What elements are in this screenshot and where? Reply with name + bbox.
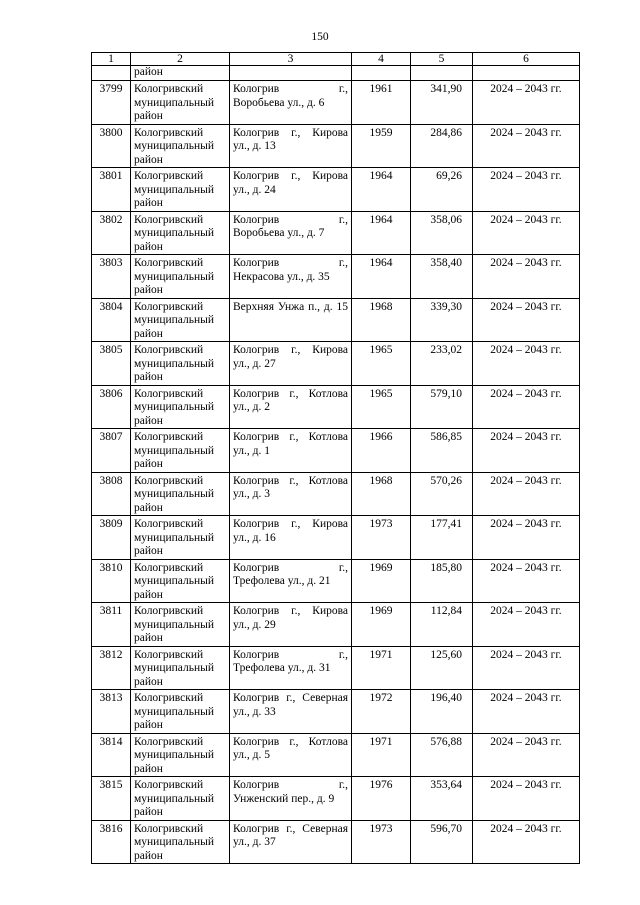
- cell-year: 1966: [352, 429, 411, 473]
- cell-year: 1965: [352, 385, 411, 429]
- cell-address: [230, 168, 352, 212]
- address-line-2: ул., д. 27: [233, 357, 276, 370]
- cell-area: 358,40: [411, 255, 473, 299]
- cell-address: [230, 603, 352, 647]
- header-col-6: 6: [473, 53, 580, 66]
- cell-number: 3807: [92, 429, 131, 473]
- cell-area: 69,26: [411, 168, 473, 212]
- table-row: [92, 298, 580, 342]
- cell-period: 2024 – 2043 гг.: [473, 255, 580, 299]
- cell-district: Кологривский муниципальный район: [131, 733, 230, 777]
- cell-number: [92, 66, 131, 81]
- address-line-2: ул., д. 24: [233, 183, 276, 196]
- cell-period: [473, 66, 580, 81]
- cell-period: 2024 – 2043 гг.: [473, 298, 580, 342]
- cell-address: [230, 472, 352, 516]
- cell-district: Кологривский муниципальный район: [131, 211, 230, 255]
- address-line-2: Унженский пер., д. 9: [233, 792, 335, 805]
- header-col-1: 1: [92, 53, 131, 66]
- cell-period: 2024 – 2043 гг.: [473, 559, 580, 603]
- cell-period: 2024 – 2043 гг.: [473, 429, 580, 473]
- table-row: [92, 81, 580, 125]
- cell-area: 579,10: [411, 385, 473, 429]
- cell-area: 177,41: [411, 516, 473, 560]
- cell-period: 2024 – 2043 гг.: [473, 820, 580, 864]
- cell-year: 1971: [352, 733, 411, 777]
- housing-table: [91, 52, 580, 864]
- cell-address: [230, 255, 352, 299]
- cell-year: 1968: [352, 298, 411, 342]
- cell-period: 2024 – 2043 гг.: [473, 385, 580, 429]
- address-line-1: Кологрив г., Кирова: [233, 170, 348, 182]
- cell-number: 3802: [92, 211, 131, 255]
- cell-address: [230, 646, 352, 690]
- cell-year: 1961: [352, 81, 411, 125]
- address-line-2: ул., д. 3: [233, 488, 270, 500]
- cell-address: [230, 516, 352, 560]
- table-row: [92, 255, 580, 299]
- address-line-1: Кологрив г., Кирова: [233, 126, 348, 139]
- cell-district: район: [131, 66, 230, 81]
- cell-area: 586,85: [411, 429, 473, 473]
- cell-address: [230, 66, 352, 81]
- address-line-2: ул., д. 2: [233, 401, 270, 413]
- address-line-1: Кологрив г.,: [233, 257, 348, 269]
- cell-address: [230, 820, 352, 864]
- address-line-2: ул., д. 13: [233, 140, 276, 152]
- cell-district: Кологривский муниципальный район: [131, 255, 230, 299]
- address-line-1: Кологрив г., Кирова: [233, 518, 348, 530]
- cell-year: 1973: [352, 516, 411, 560]
- cell-period: 2024 – 2043 гг.: [473, 342, 580, 386]
- address-line-1: Кологрив г., Кирова: [233, 344, 348, 356]
- table-row: [92, 516, 580, 560]
- cell-area: 353,64: [411, 777, 473, 821]
- table-row: [92, 820, 580, 864]
- address-line-1: Кологрив г., Северная: [233, 692, 348, 704]
- cell-number: 3814: [92, 733, 131, 777]
- address-line-1: Кологрив г.,: [233, 213, 348, 226]
- cell-area: 576,88: [411, 733, 473, 777]
- cell-area: 570,26: [411, 472, 473, 516]
- cell-number: 3801: [92, 168, 131, 212]
- address-line-2: Трефолева ул., д. 31: [233, 662, 331, 674]
- cell-period: 2024 – 2043 гг.: [473, 690, 580, 734]
- cell-address: [230, 211, 352, 255]
- cell-year: 1969: [352, 603, 411, 647]
- table-body: [92, 66, 580, 864]
- cell-district: Кологривский муниципальный район: [131, 472, 230, 516]
- address-line-2: ул., д. 29: [233, 618, 276, 631]
- table-row: [92, 472, 580, 516]
- table-row: [92, 342, 580, 386]
- cell-period: 2024 – 2043 гг.: [473, 603, 580, 647]
- cell-number: 3804: [92, 298, 131, 342]
- cell-address: [230, 81, 352, 125]
- address-line-1: Верхняя Унжа п., д. 15: [233, 300, 348, 313]
- cell-period: 2024 – 2043 гг.: [473, 516, 580, 560]
- cell-area: 341,90: [411, 81, 473, 125]
- address-line-1: Кологрив г., Котлова: [233, 735, 348, 748]
- table-row: [92, 733, 580, 777]
- cell-year: [352, 66, 411, 81]
- cell-number: 3812: [92, 646, 131, 690]
- address-line-1: Кологрив г.,: [233, 779, 348, 791]
- cell-number: 3809: [92, 516, 131, 560]
- address-line-1: Кологрив г.,: [233, 83, 348, 95]
- cell-number: 3816: [92, 820, 131, 864]
- cell-number: 3811: [92, 603, 131, 647]
- cell-year: 1969: [352, 559, 411, 603]
- cell-year: 1964: [352, 168, 411, 212]
- cell-district: Кологривский муниципальный район: [131, 820, 230, 864]
- table-row: [92, 124, 580, 168]
- cell-area: 596,70: [411, 820, 473, 864]
- cell-address: [230, 124, 352, 168]
- address-line-1: Кологрив г.,: [233, 561, 348, 574]
- cell-area: 339,30: [411, 298, 473, 342]
- cell-number: 3805: [92, 342, 131, 386]
- address-line-1: Кологрив г.,: [233, 648, 348, 661]
- cell-area: 233,02: [411, 342, 473, 386]
- cell-number: 3815: [92, 777, 131, 821]
- address-line-1: Кологрив г., Котлова: [233, 431, 348, 443]
- table-row: [92, 690, 580, 734]
- table-row: [92, 429, 580, 473]
- address-line-2: ул., д. 37: [233, 836, 276, 848]
- cell-district: Кологривский муниципальный район: [131, 777, 230, 821]
- cell-period: 2024 – 2043 гг.: [473, 733, 580, 777]
- table-row: [92, 646, 580, 690]
- cell-period: 2024 – 2043 гг.: [473, 124, 580, 168]
- address-line-2: ул., д. 33: [233, 705, 276, 718]
- cell-number: 3810: [92, 559, 131, 603]
- address-line-2: Трефолева ул., д. 21: [233, 575, 331, 587]
- header-col-3: 3: [230, 53, 352, 66]
- cell-district: Кологривский муниципальный район: [131, 429, 230, 473]
- cell-address: [230, 342, 352, 386]
- cell-address: [230, 733, 352, 777]
- page-number: 150: [311, 31, 329, 43]
- cell-district: Кологривский муниципальный район: [131, 385, 230, 429]
- cell-address: [230, 559, 352, 603]
- cell-year: 1972: [352, 690, 411, 734]
- cell-district: Кологривский муниципальный район: [131, 603, 230, 647]
- cell-period: 2024 – 2043 гг.: [473, 777, 580, 821]
- cell-year: 1964: [352, 211, 411, 255]
- header-col-4: 4: [352, 53, 411, 66]
- cell-address: [230, 777, 352, 821]
- cell-period: 2024 – 2043 гг.: [473, 472, 580, 516]
- cell-district: Кологривский муниципальный район: [131, 646, 230, 690]
- cell-period: 2024 – 2043 гг.: [473, 211, 580, 255]
- address-line-2: Воробьева ул., д. 7: [233, 227, 325, 239]
- cell-area: [411, 66, 473, 81]
- table-row: [92, 385, 580, 429]
- cell-year: 1971: [352, 646, 411, 690]
- cell-district: Кологривский муниципальный район: [131, 168, 230, 212]
- cell-period: 2024 – 2043 гг.: [473, 646, 580, 690]
- address-line-2: ул., д. 16: [233, 531, 276, 544]
- table-row: [92, 211, 580, 255]
- header-col-5: 5: [411, 53, 473, 66]
- address-line-1: Кологрив г., Северная: [233, 822, 348, 835]
- cell-year: 1973: [352, 820, 411, 864]
- cell-district: Кологривский муниципальный район: [131, 81, 230, 125]
- address-line-2: Воробьева ул., д. 6: [233, 96, 325, 109]
- cell-address: [230, 385, 352, 429]
- header-row: [92, 53, 580, 66]
- cell-number: 3813: [92, 690, 131, 734]
- address-line-2: ул., д. 1: [233, 444, 270, 457]
- table-row: [92, 603, 580, 647]
- cell-number: 3803: [92, 255, 131, 299]
- address-line-1: Кологрив г., Кирова: [233, 605, 348, 617]
- cell-period: 2024 – 2043 гг.: [473, 81, 580, 125]
- cell-address: [230, 690, 352, 734]
- cell-address: [230, 429, 352, 473]
- continuation-row: [92, 66, 580, 81]
- cell-area: 358,06: [411, 211, 473, 255]
- cell-area: 112,84: [411, 603, 473, 647]
- table-row: [92, 559, 580, 603]
- cell-district: Кологривский муниципальный район: [131, 559, 230, 603]
- cell-number: 3800: [92, 124, 131, 168]
- address-line-1: Кологрив г., Котлова: [233, 387, 348, 400]
- cell-number: 3806: [92, 385, 131, 429]
- cell-year: 1968: [352, 472, 411, 516]
- cell-district: Кологривский муниципальный район: [131, 298, 230, 342]
- cell-district: Кологривский муниципальный район: [131, 516, 230, 560]
- header-col-2: 2: [131, 53, 230, 66]
- cell-district: Кологривский муниципальный район: [131, 342, 230, 386]
- cell-year: 1964: [352, 255, 411, 299]
- cell-district: Кологривский муниципальный район: [131, 124, 230, 168]
- cell-area: 185,80: [411, 559, 473, 603]
- cell-number: 3808: [92, 472, 131, 516]
- cell-area: 196,40: [411, 690, 473, 734]
- cell-period: 2024 – 2043 гг.: [473, 168, 580, 212]
- cell-address: [230, 298, 352, 342]
- address-line-2: ул., д. 5: [233, 749, 270, 761]
- cell-area: 284,86: [411, 124, 473, 168]
- cell-year: 1965: [352, 342, 411, 386]
- table-row: [92, 777, 580, 821]
- cell-year: 1959: [352, 124, 411, 168]
- cell-area: 125,60: [411, 646, 473, 690]
- table-row: [92, 168, 580, 212]
- cell-district: Кологривский муниципальный район: [131, 690, 230, 734]
- address-line-1: Кологрив г., Котлова: [233, 474, 348, 487]
- address-line-2: Некрасова ул., д. 35: [233, 270, 330, 283]
- cell-year: 1976: [352, 777, 411, 821]
- cell-number: 3799: [92, 81, 131, 125]
